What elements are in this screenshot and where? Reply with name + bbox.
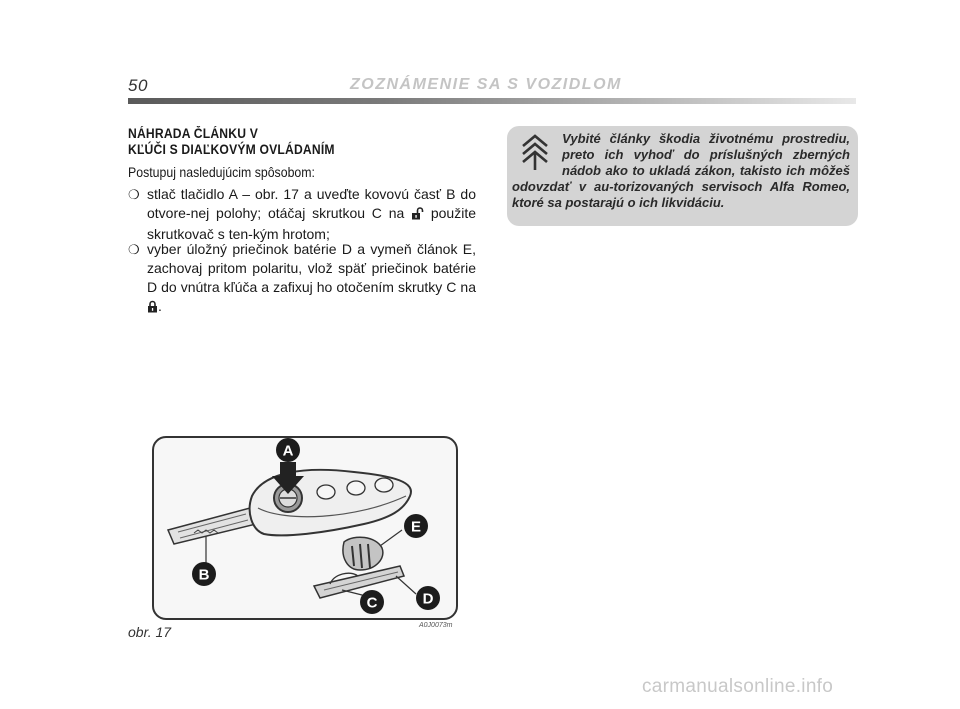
callout-c: [360, 590, 384, 614]
locked-padlock-icon: [147, 299, 158, 318]
callout-b: [192, 562, 216, 586]
unlocked-padlock-icon: [411, 206, 424, 225]
list-item-text-part: stlač tlačidlo A – obr. 17 a uveďte kovovú časť B do otvore-nej polohy; otáčaj skrutkou C na: [147, 186, 476, 221]
leader-lines: [206, 530, 416, 596]
callout-a: [276, 438, 300, 462]
header-rule: [128, 98, 856, 104]
page-number: 50: [128, 76, 148, 95]
callout-label-c: C: [366, 594, 378, 612]
list-item: [128, 185, 476, 244]
key-figure: [152, 436, 458, 620]
list-item-text-part: .: [158, 298, 162, 314]
intro-text: Postupuj nasledujúcim spôsobom:: [128, 164, 315, 180]
callout-label-b: B: [198, 566, 210, 584]
list-item-text-part: použite skrutkovač s ten-kým hrotom;: [147, 205, 477, 242]
watermark: carmanualsonline.info: [642, 676, 834, 697]
list-item-text: [147, 240, 476, 318]
bullet-marker: ❍: [128, 242, 140, 257]
key-illustration: [154, 438, 456, 618]
list-item-text: [147, 185, 476, 244]
bullet-marker: ❍: [128, 187, 140, 202]
key-body: [250, 470, 411, 536]
callout-label-d: D: [422, 590, 434, 608]
list-item: [128, 240, 476, 318]
figure-caption: obr. 17: [128, 624, 172, 640]
chapter-title: ZOZNÁMENIE SA S VOZIDLOM: [350, 76, 622, 93]
list-item-text-part: vyber úložný priečinok batérie D a vymeň článok E, zachovaj pritom polaritu, vlož späť priečinok batérie D do vnútra kľúča a zafixuj ho otočením skrutky C na: [147, 241, 476, 295]
key-blade: [168, 508, 256, 544]
callout-e: [404, 514, 428, 538]
section-title-line2: KĽÚČI S DIAĽKOVÝM OVLÁDANÍM: [128, 142, 335, 157]
environment-note-text: [512, 131, 850, 211]
section-title-line1: NÁHRADA ČLÁNKU V: [128, 126, 259, 141]
battery-cell: [343, 537, 383, 570]
battery-drawer: [314, 566, 404, 598]
figure-code: A0J0073m: [419, 622, 453, 629]
callout-label-e: E: [410, 518, 422, 536]
environment-note-content: Vybité články škodia životnému prostrediu, preto ich vyhoď do príslušných zberných nádob ako to ukladá zákon, takisto ich môžeš odovzdať v au-torizovaných servisoch Alfa Romeo, ktoré sa postarajú o ich likvidáciu.: [512, 131, 850, 210]
section-title: [128, 126, 335, 158]
callout-d: [416, 586, 440, 610]
callout-label-a: A: [282, 442, 294, 460]
